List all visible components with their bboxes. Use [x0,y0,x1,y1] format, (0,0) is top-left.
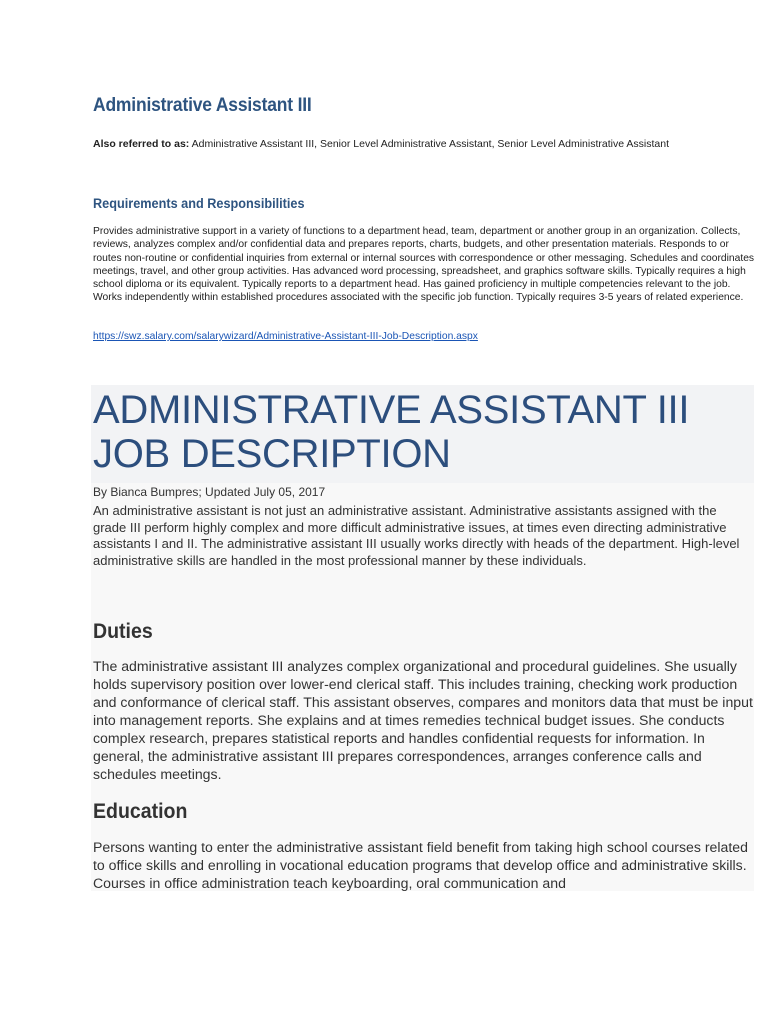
requirements-heading: Requirements and Responsibilities [93,196,305,211]
salary-source-link[interactable]: https://swz.salary.com/salarywizard/Administrative-Assistant-III-Job-Description.aspx [93,331,478,342]
education-heading: Education [93,800,188,823]
also-referred-to-line [93,138,669,150]
duties-body: The administrative assistant III analyzes complex organizational and procedural guidelines. She usually holds supervisory position over lower-end clerical staff. This includes training, checking work production and conformance of clerical staff. This assistant observes, compares and monitors data that must be input into management reports. She explains and at times remedies technical budget issues. She conducts complex research, prepares statistical reports and handles confidential requests for information. In general, the administrative assistant III prepares correspondences, arranges conference calls and schedules meetings. [93,658,753,782]
article-byline: By Bianca Bumpres; Updated July 05, 2017 [93,485,326,499]
also-referred-to-label: Also referred to as: [93,138,190,150]
article-intro: An administrative assistant is not just an administrative assistant. Administrative assistants assigned with the grade III perform highly complex and more difficult administrative issues, at times even directing administrative assistants I and II. The administrative assistant III usually works directly with heads of the department. High-level administrative skills are handled in the most professional manner by these individuals. [93,503,740,568]
education-body: Persons wanting to enter the administrative assistant field benefit from taking high school courses related to office skills and enrolling in vocational education programs that develop office and administrative skills. Courses in office administration teach keyboarding, oral communication and [93,839,748,891]
article-title: ADMINISTRATIVE ASSISTANT III JOB DESCRIPTION [93,388,690,476]
requirements-body: Provides administrative support in a variety of functions to a department head, team, department or another group in an organization. Collects, reviews, analyzes complex and/or confidential data and prepares reports, charts, budgets, and other presentation materials. Responds to or routes non-routine or confidential inquiries from external or internal sources with correspondence or other messaging. Schedules and coordinates meetings, travel, and other group activities. Has advanced word processing, spreadsheet, and graphics software skills. Typically requires a high school diploma or its equivalent. Typically reports to a department head. Has gained proficiency in multiple competencies relevant to the job. Works independently within established procedures associated with the specific job function. Typically requires 3-5 years of related experience. [93,226,755,304]
duties-heading: Duties [93,620,153,643]
also-referred-to-value: Administrative Assistant III, Senior Level Administrative Assistant, Senior Level Administrative Assistant [189,138,669,150]
document-title: Administrative Assistant III [93,95,312,116]
